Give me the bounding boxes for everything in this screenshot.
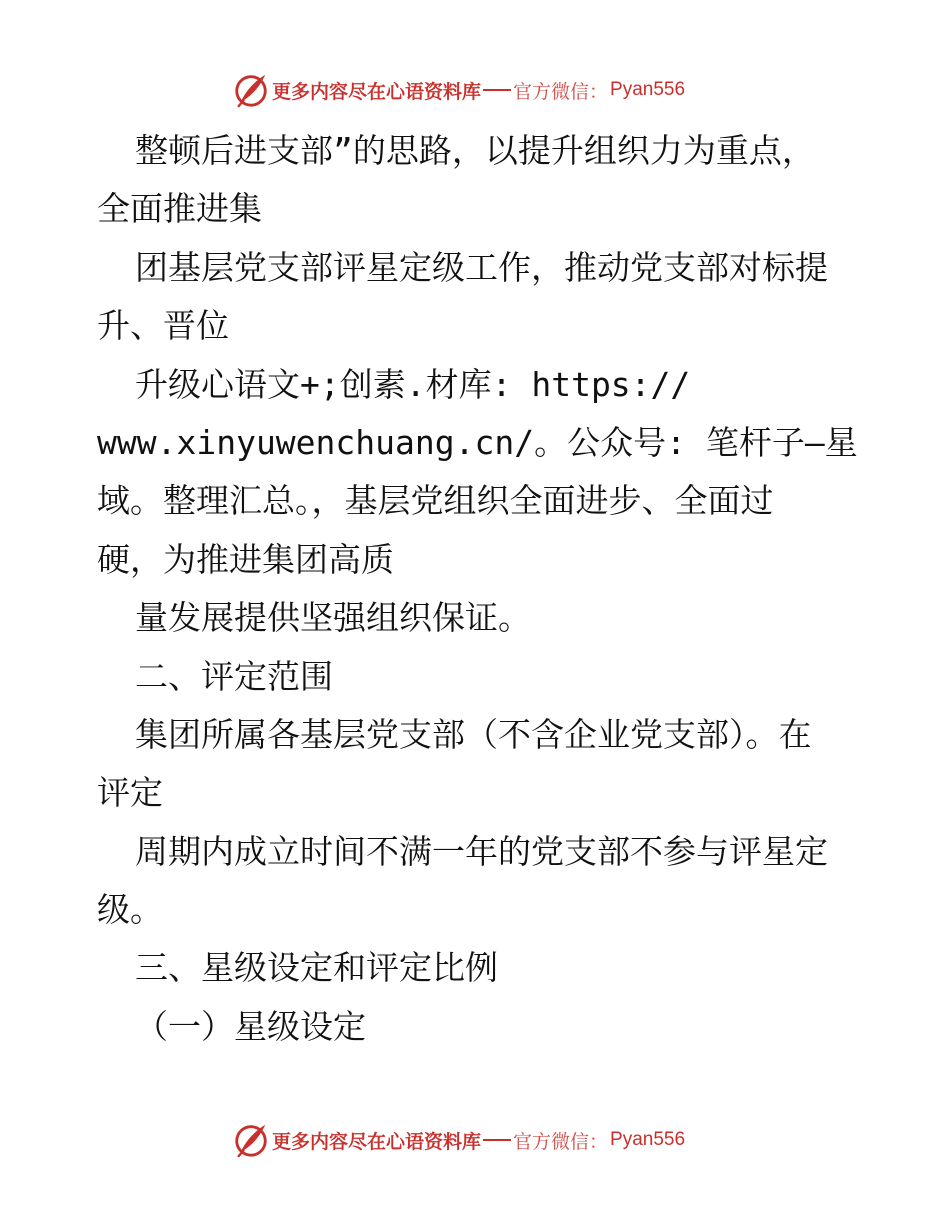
watermark-tail-text: 官方微信： bbox=[513, 80, 609, 103]
watermark-id: Pyan556 bbox=[610, 1129, 686, 1150]
watermark-tail-text: 官方微信： bbox=[513, 1130, 609, 1153]
watermark-dash bbox=[483, 89, 511, 91]
watermark-main-text: 更多内容尽在心语资料库 bbox=[272, 80, 482, 103]
text-line: 整顿后进支部”的思路，以提升组织力为重点， bbox=[135, 131, 815, 170]
text-line: 集团所属各基层党支部（不含企业党支部）。在 bbox=[135, 714, 812, 754]
text-line: 升级心语文+;创素.材库: https:// bbox=[135, 364, 691, 404]
document-body bbox=[97, 122, 927, 1056]
watermark-main-text: 更多内容尽在心语资料库 bbox=[272, 1130, 482, 1153]
text-line: 团基层党支部评星定级工作，推动党支部对标提 bbox=[135, 247, 828, 287]
text-line: 评定 bbox=[97, 773, 163, 813]
feather-pen-logo-icon bbox=[232, 1121, 270, 1159]
feather-pen-logo-icon bbox=[232, 71, 270, 109]
subsection-heading: （一）星级设定 bbox=[135, 1006, 366, 1046]
text-line: 级。 bbox=[97, 890, 163, 930]
text-line: 硬，为推进集团高质 bbox=[97, 539, 394, 579]
text-line: 升、晋位 bbox=[97, 306, 229, 346]
text-line: 域。整理汇总。，基层党组织全面进步、全面过 bbox=[97, 481, 774, 521]
footer-watermark bbox=[232, 1120, 685, 1160]
watermark-dash bbox=[483, 1139, 511, 1141]
section-heading: 二、评定范围 bbox=[135, 656, 333, 696]
watermark-id: Pyan556 bbox=[610, 79, 686, 100]
text-line: 全面推进集 bbox=[97, 189, 262, 229]
text-line: www.xinyuwenchuang.cn/。公众号: 笔杆子—星 bbox=[97, 422, 858, 462]
section-heading: 三、星级设定和评定比例 bbox=[135, 948, 498, 988]
header-watermark bbox=[232, 70, 685, 110]
text-line: 周期内成立时间不满一年的党支部不参与评星定 bbox=[135, 831, 828, 871]
text-line: 量发展提供坚强组织保证。 bbox=[135, 598, 531, 638]
